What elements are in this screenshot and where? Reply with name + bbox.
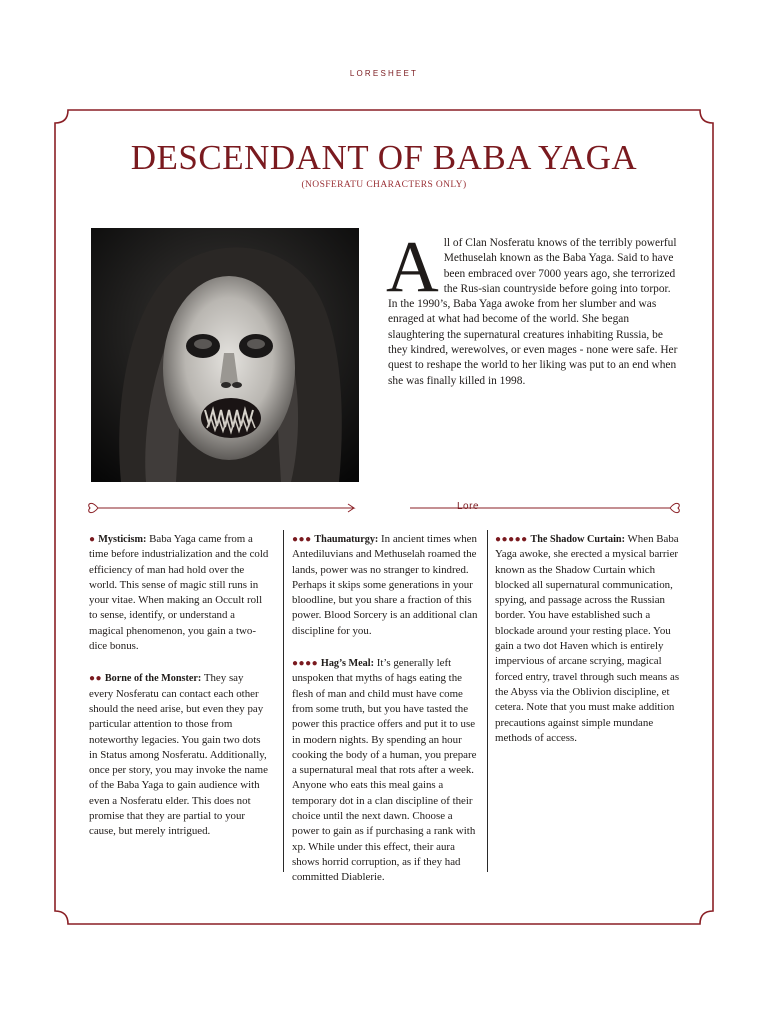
lore-column-1	[89, 532, 269, 857]
lore-entry-text: They say every Nosferatu can contact each other should the need arise, but even they pay particular attention to those from noteworthy legacies. You gain two dots in Status among Nosferatu. Additionally, once per story, you may invoke the name of the Baba Yaga to gain audience with even a Nosferatu elder. This does not promise that they are partial to your cause, but merely intrigued.	[89, 672, 268, 838]
lore-entry-borne-of-the-monster	[89, 671, 269, 839]
dot-rating: ●●●	[292, 534, 312, 545]
dot-rating: ●●●●●	[495, 534, 528, 545]
column-divider-left	[283, 530, 284, 872]
lore-column-2	[292, 532, 482, 903]
lore-entry-hags-meal	[292, 656, 482, 885]
lore-entry-name: Borne of the Monster:	[104, 673, 202, 685]
lore-entry-text: It’s generally left unspoken that myths of hags eating the flesh of man and child must have come from some truth, but you have tasted the power this practice offers and put it to use in modern nights. By spending an hour cooking the body of a human, you prepare a supernatural meal that rots after a week. Anyone who eats this meal gains a temporary dot in a clan discipline of their choice until the next dawn. Choose a power to gain as if purchasing a rank with xp. While under this effect, their aura shows horrid corruption, as if they had committed Diablerie.	[292, 657, 477, 884]
lore-entry-text: In ancient times when Antediluvians and Methuselah roamed the lands, power was no stranger to kindred. Perhaps it skips some generations in your bloodline, but you share a fraction of this power. Blood Sorcery is an additional clan discipline for you.	[292, 533, 478, 637]
lore-entry-name: The Shadow Curtain:	[530, 534, 625, 545]
lore-column-3	[495, 532, 690, 763]
lore-entry-name: Hag’s Meal:	[320, 658, 374, 670]
portrait-image	[91, 228, 359, 482]
lore-entry-text: Baba Yaga came from a time before industrialization and the cold efficiency of man had hold over the world. This sense of magic still runs in your vitae. When making an Occult roll to sense, identify, or understand a magical phenomenon, you gain a two-dice bonus.	[89, 533, 269, 653]
lore-divider-ornament	[84, 496, 684, 520]
page-subtitle: (NOSFERATU CHARACTERS ONLY)	[301, 180, 467, 190]
dot-rating: ●	[89, 534, 96, 545]
lore-entry-text: When Baba Yaga awoke, she erected a mysical barrier known as the Shadow Curtain which blocked all supernatural communication, spying, and passage across the Russian border. You have established such a blockade around your resting place. You gain a two dot Haven which is entirely impervious of arcane scrying, magical forced entry, travel through such means as the Abyss via the Oblivion discipline, et cetera. Note that you must make addition precautions against simple mundane methods of access.	[495, 533, 680, 744]
lore-entry-name: Mysticism:	[98, 534, 147, 545]
lore-entry-thaumaturgy	[292, 532, 482, 639]
lore-entry-name: Thaumaturgy:	[314, 534, 379, 545]
column-divider-right	[487, 530, 488, 872]
intro-paragraph	[386, 226, 680, 389]
page-title: DESCENDANT OF BABA YAGA	[130, 138, 638, 177]
drop-cap: A	[386, 226, 439, 307]
lore-entry-mysticism	[89, 532, 269, 654]
lore-entry-the-shadow-curtain	[495, 532, 690, 746]
dot-rating: ●●●●	[292, 658, 319, 670]
dot-rating: ●●	[89, 673, 103, 685]
intro-text: ll of Clan Nosferatu knows of the terribly powerful Methuselah known as the Baba Yaga. Said to have been embraced over 7000 years ago, she terrorized the Rus-sian countryside before going into torpor. In the 1990’s, Baba Yaga awoke from her slumber and was enraged at what had become of the world. She began slaughtering the supernatural creatures inhabiting Russia, be they kindred, werewolves, or even mages - none were safe. Her quest to reshape the world to her liking was put to an end when she was finally killed in 1998.	[388, 237, 678, 387]
portrait-illustration	[91, 228, 359, 482]
lore-section-label: Lore	[457, 501, 480, 512]
loresheet-header-label: LORESHEET	[349, 69, 419, 78]
lore-divider	[84, 496, 684, 520]
